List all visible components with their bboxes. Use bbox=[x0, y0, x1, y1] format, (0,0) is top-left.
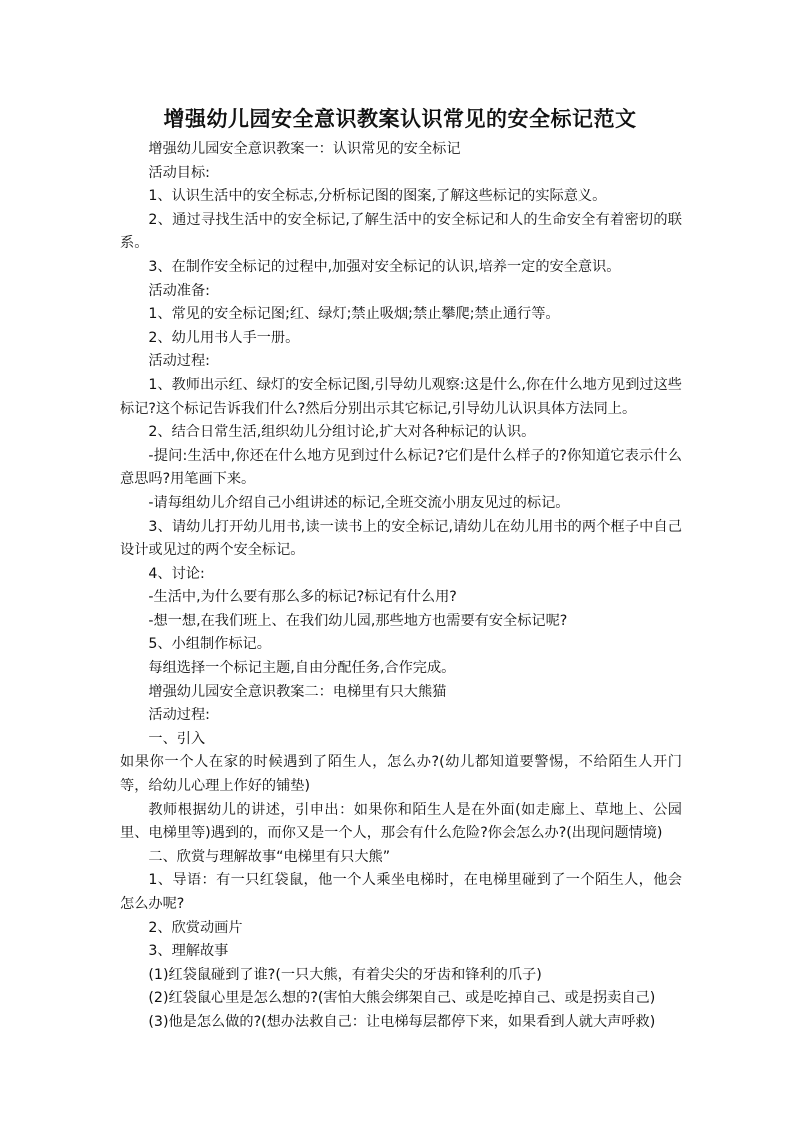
section-heading-1: 增强幼儿园安全意识教案一：认识常见的安全标记 bbox=[148, 141, 461, 157]
document-title: 增强幼儿园安全意识教案认识常见的安全标记范文 bbox=[163, 107, 637, 131]
paragraph: -生活中,为什么要有那么多的标记?标记有什么用? bbox=[148, 589, 457, 606]
paragraph: 3、在制作安全标记的过程中,加强对安全标记的认识,培养一定的安全意识。 bbox=[148, 258, 621, 275]
section-heading-2: 增强幼儿园安全意识教案二：电梯里有只大熊猫 bbox=[148, 683, 447, 700]
paragraph: (3)他是怎么做的?(想办法救自己：让电梯每层都停下来，如果看到人就大声呼救) bbox=[148, 1013, 656, 1030]
paragraph: 3、理解故事 bbox=[148, 943, 229, 960]
paragraph: (2)红袋鼠心里是怎么想的?(害怕大熊会绑架自己、或是吃掉自己、或是拐卖自己) bbox=[148, 990, 656, 1007]
paragraph: 活动目标: bbox=[148, 164, 210, 181]
paragraph: -请每组幼儿介绍自己小组讲述的标记,全班交流小朋友见过的标记。 bbox=[148, 494, 570, 511]
paragraph: 教师根据幼儿的讲述，引申出：如果你和陌生人是在外面(如走廊上、草地上、公园里、电梯里等)遇到的，而你又是一个人，那会有什么危险?你会怎么办?(出现问题情境) bbox=[120, 801, 682, 842]
paragraph: 2、欣赏动画片 bbox=[148, 919, 243, 936]
paragraph: -提问:生活中,你还在什么地方见到过什么标记?它们是什么样子的?你知道它表示什么意思吗?用笔画下来。 bbox=[120, 447, 682, 488]
paragraph: 每组选择一个标记主题,自由分配任务,合作完成。 bbox=[148, 660, 456, 677]
paragraph: 活动过程: bbox=[148, 353, 210, 370]
paragraph: 2、通过寻找生活中的安全标记,了解生活中的安全标记和人的生命安全有着密切的联系。 bbox=[120, 211, 682, 252]
paragraph: 1、常见的安全标记图;红、绿灯;禁止吸烟;禁止攀爬;禁止通行等。 bbox=[148, 306, 560, 323]
paragraph: 1、导语：有一只红袋鼠，他一个人乘坐电梯时，在电梯里碰到了一个陌生人，他会怎么办呢? bbox=[120, 872, 682, 912]
paragraph: 活动准备: bbox=[148, 282, 210, 299]
paragraph: 1、认识生活中的安全标志,分析标记图的图案,了解这些标记的实际意义。 bbox=[148, 188, 607, 205]
paragraph: 一、引入 bbox=[148, 730, 206, 747]
document-body bbox=[120, 138, 682, 1035]
paragraph: 如果你一个人在家的时候遇到了陌生人，怎么办?(幼儿都知道要警惕，不给陌生人开门等，给幼儿心理上作好的铺垫) bbox=[120, 754, 682, 795]
paragraph: 5、小组制作标记。 bbox=[148, 636, 271, 653]
paragraph: 二、欣赏与理解故事“电梯里有只大熊” bbox=[148, 848, 391, 865]
paragraph: 2、幼儿用书人手一册。 bbox=[148, 329, 300, 346]
paragraph: -想一想,在我们班上、在我们幼儿园,那些地方也需要有安全标记呢? bbox=[148, 612, 568, 629]
paragraph: 3、请幼儿打开幼儿用书,读一读书上的安全标记,请幼儿在幼儿用书的两个框子中自己设计或见过的两个安全标记。 bbox=[120, 518, 682, 559]
paragraph: 2、结合日常生活,组织幼儿分组讨论,扩大对各种标记的认识。 bbox=[148, 424, 536, 441]
paragraph: 4、讨论: bbox=[148, 565, 205, 582]
paragraph: 1、教师出示红、绿灯的安全标记图,引导幼儿观察:这是什么,你在什么地方见到过这些标记?这个标记告诉我们什么?然后分别出示其它标记,引导幼儿认识具体方法同上。 bbox=[120, 376, 682, 417]
paragraph: (1)红袋鼠碰到了谁?(一只大熊，有着尖尖的牙齿和锋利的爪子) bbox=[148, 966, 542, 983]
paragraph: 活动过程: bbox=[148, 707, 210, 724]
